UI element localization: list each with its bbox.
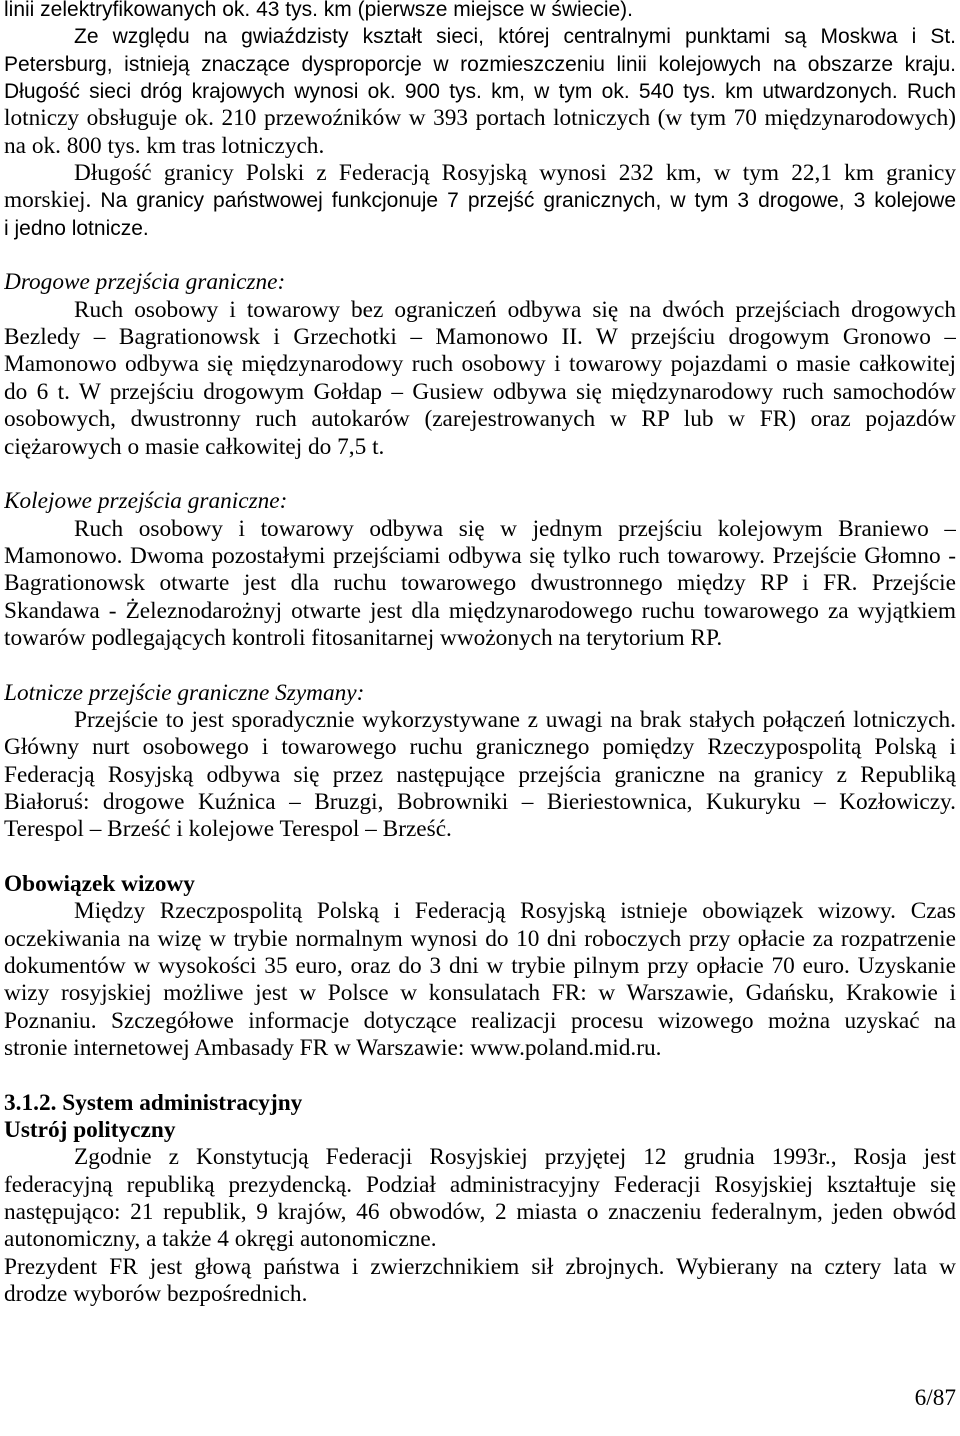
text-line: towarów podlegających kontroli fitosanitarnej wwożonych na terytorium RP.	[4, 624, 723, 651]
text-line: na ok. 800 tys. km tras lotniczych.	[4, 132, 325, 159]
text-line: Zgodnie z Konstytucją Federacji Rosyjskiej przyjętej 12 grudnia 1993r., Rosja jest	[74, 1144, 956, 1171]
text-line: dokumentów w wysokości 35 euro, oraz do 3 dni w trybie pilnym przy opłacie 70 euro. Uzyskanie	[4, 953, 956, 980]
text-line: i jedno lotnicze.	[4, 216, 149, 240]
text-line: Mamonowo. Dwoma pozostałymi przejściami odbywa się tylko ruch towarowy. Przejście Głomno -	[4, 542, 956, 569]
text-line: oczekiwania na wizę w trybie normalnym wynosi do 10 dni roboczych przy opłacie za rozpatrzenie	[4, 925, 956, 952]
section-heading-rail-crossings: Kolejowe przejścia graniczne:	[4, 488, 288, 515]
text-line: Terespol – Brześć i kolejowe Terespol – Brześć.	[4, 816, 452, 843]
text-segment: Na granicy państwowej funkcjonuje 7 przejść granicznych, w tym 3 drogowe, 3 kolejowe	[100, 189, 956, 213]
text-line: Ruch osobowy i towarowy bez ograniczeń odbywa się na dwóch przejściach drogowych	[74, 296, 956, 323]
document-page	[4, 0, 956, 1309]
page-number: 6/87	[914, 1385, 956, 1411]
section-heading-road-crossings: Drogowe przejścia graniczne:	[4, 269, 286, 296]
text-segment: morskiej.	[4, 187, 92, 214]
text-line: następująco: 21 republik, 9 krajów, 46 obwodów, 2 miasta o znaczeniu federalnym, jeden obwód	[4, 1199, 956, 1226]
text-line: Mamonowo odbywa się międzynarodowy ruch osobowy i towarowy pojazdami o masie całkowitej	[4, 351, 956, 378]
spacer	[4, 844, 956, 871]
text-line: Prezydent FR jest głową państwa i zwierzchnikiem sił zbrojnych. Wybierany na cztery lata w	[4, 1253, 956, 1280]
text-line: Bezledy – Bagrationowsk i Grzechotki – Mamonowo II. W przejściu drogowym Gronowo –	[4, 324, 956, 351]
spacer	[4, 461, 956, 488]
spacer	[4, 652, 956, 679]
text-line: Federacją Rosyjską odbywa się przez następujące przejścia graniczne na granicy z Republiką	[4, 761, 956, 788]
text-line: stronie internetowej Ambasady FR w Warszawie: www.poland.mid.ru.	[4, 1035, 662, 1062]
text-line: Przejście to jest sporadycznie wykorzystywane z uwagi na brak stałych połączeń lotniczych.	[74, 706, 956, 733]
text-line: drodze wyborów bezpośrednich.	[4, 1281, 308, 1308]
text-line: Ze względu na gwiaździsty kształt sieci, której centralnymi punktami są Moskwa i St.	[74, 25, 956, 49]
text-line: Skandawa - Żeleznodarożnyj otwarte jest dla międzynarodowego ruchu towarowego za wyjątkiem	[4, 597, 956, 624]
text-line: Główny nurt osobowego i towarowego ruchu granicznego pomiędzy Rzeczypospolitą Polską i	[4, 734, 956, 761]
text-line: Petersburg, istnieją znaczące dysproporcje w rozmieszczeniu linii kolejowych na obszarze kraju.	[4, 52, 956, 76]
text-line: Długość sieci dróg krajowych wynosi ok. 900 tys. km, w tym ok. 540 tys. km utwardzonych. Ruch	[4, 80, 956, 104]
text-line: osobowych, dwustronny ruch autokarów (zarejestrowanych w RP lub w FR) oraz pojazdów	[4, 406, 956, 433]
spacer	[4, 242, 956, 269]
section-heading-air-crossing: Lotnicze przejście graniczne Szymany:	[4, 679, 365, 706]
text-line: Między Rzeczpospolitą Polską i Federacją Rosyjską istnieje obowiązek wizowy. Czas	[74, 898, 956, 925]
text-line: lotniczy obsługuje ok. 210 przewoźników w 393 portach lotniczych (w tym 70 międzynarodowych)	[4, 105, 956, 132]
text-line: Poznaniu. Szczegółowe informacje dotyczące realizacji procesu wizowego można uzyskać na	[4, 1007, 956, 1034]
text-line: do 6 t. W przejściu drogowym Gołdap – Gusiew odbywa się międzynarodowy ruch samochodów	[4, 378, 956, 405]
section-title: 3.1.2. System administracyjny	[4, 1089, 303, 1116]
text-line: Ruch osobowy i towarowy odbywa się w jednym przejściu kolejowym Braniewo –	[74, 515, 956, 542]
text-line: autonomiczny, a także 4 okręgi autonomiczne.	[4, 1226, 437, 1253]
text-line: Bagrationowsk otwarte jest dla ruchu towarowego dwustronnego między RP i FR. Przejście	[4, 570, 956, 597]
spacer	[4, 1062, 956, 1089]
text-line: linii zelektryfikowanych ok. 43 tys. km (pierwsze miejsce w świecie).	[4, 0, 634, 21]
text-line: ciężarowych o masie całkowitej do 7,5 t.	[4, 433, 385, 460]
text-line: federacyjną republiką prezydencką. Podział administracyjny Federacji Rosyjskiej kształtuje się	[4, 1171, 956, 1198]
section-heading-visa: Obowiązek wizowy	[4, 871, 195, 897]
text-line: wizy rosyjskiej możliwe jest w Polsce w konsulatach FR: w Warszawie, Gdańsku, Krakowie i	[4, 980, 956, 1007]
subsection-heading: Ustrój polityczny	[4, 1117, 176, 1144]
text-line: Białoruś: drogowe Kuźnica – Bruzgi, Bobrowniki – Bieriestownica, Kukuryku – Kozłowiczy.	[4, 788, 956, 815]
text-line: Długość granicy Polski z Federacją Rosyjską wynosi 232 km, w tym 22,1 km granicy	[74, 160, 956, 187]
text-line	[4, 187, 956, 214]
